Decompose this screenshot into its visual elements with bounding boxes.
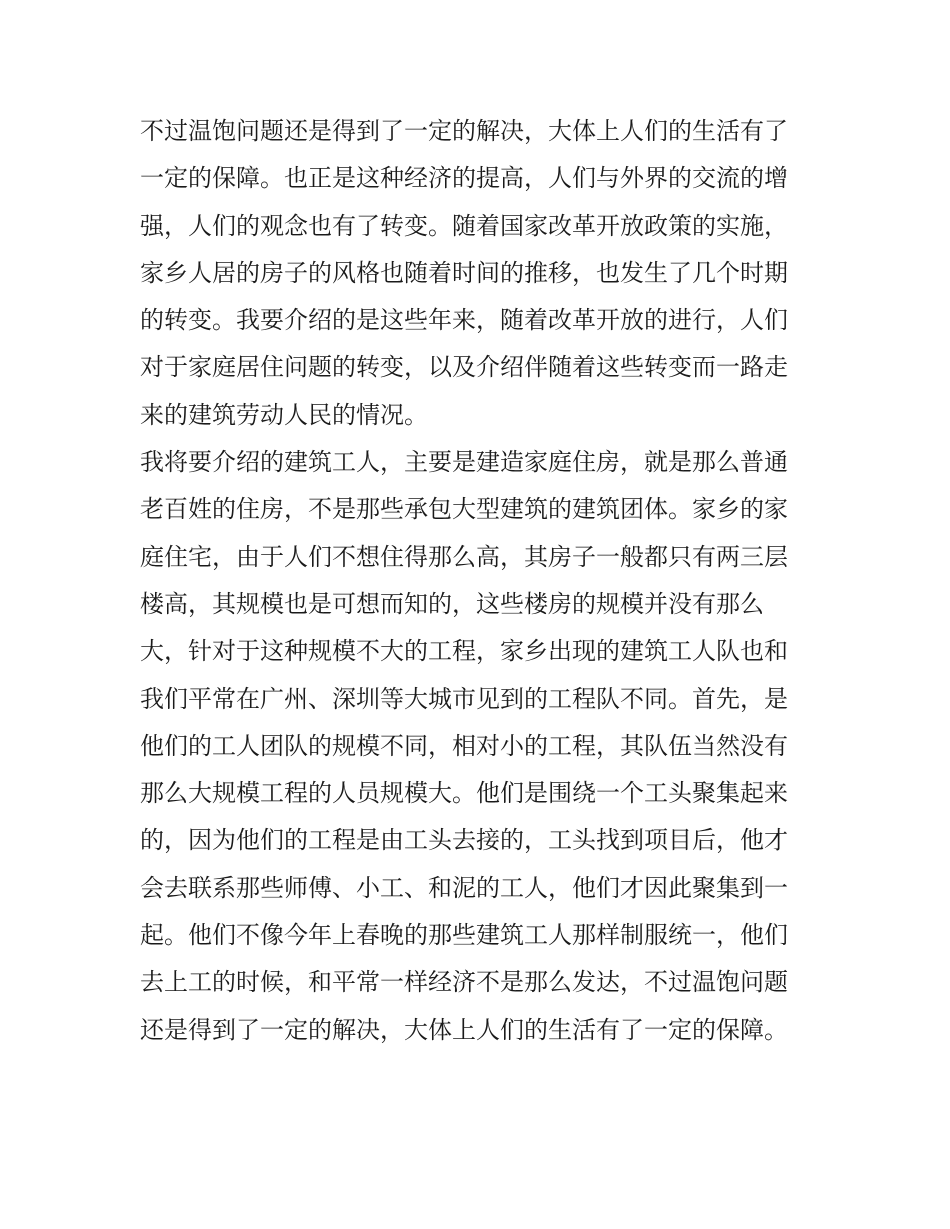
text-line: 强，人们的观念也有了转变。随着国家改革开放政策的实施， bbox=[140, 211, 788, 240]
text-line: 我将要介绍的建筑工人，主要是建造家庭住房，就是那么普通 bbox=[140, 448, 788, 477]
text-line: 来的建筑劳动人民的情况。 bbox=[140, 400, 428, 429]
text-line: 大，针对于这种规模不大的工程，家乡出现的建筑工人队也和 bbox=[140, 637, 788, 666]
text-line: 一定的保障。也正是这种经济的提高，人们与外界的交流的增 bbox=[140, 164, 788, 193]
text-line: 会去联系那些师傅、小工、和泥的工人，他们才因此聚集到一 bbox=[140, 873, 788, 902]
text-line: 起。他们不像今年上春晚的那些建筑工人那样制服统一，他们 bbox=[140, 921, 788, 950]
text-line: 我们平常在广州、深圳等大城市见到的工程队不同。首先，是 bbox=[140, 684, 788, 713]
text-line: 老百姓的住房，不是那些承包大型建筑的建筑团体。家乡的家 bbox=[140, 495, 788, 524]
text-line: 家乡人居的房子的风格也随着时间的推移，也发生了几个时期 bbox=[140, 258, 788, 287]
text-line: 还是得到了一定的解决，大体上人们的生活有了一定的保障。 bbox=[140, 1015, 788, 1044]
text-line: 他们的工人团队的规模不同，相对小的工程，其队伍当然没有 bbox=[140, 731, 788, 760]
text-line: 庭住宅，由于人们不想住得那么高，其房子一般都只有两三层 bbox=[140, 542, 788, 571]
text-line: 对于家庭居住问题的转变，以及介绍伴随着这些转变而一路走 bbox=[140, 353, 788, 382]
text-line: 楼高，其规模也是可想而知的，这些楼房的规模并没有那么 bbox=[140, 589, 764, 618]
body-text bbox=[140, 108, 820, 1054]
text-line: 的转变。我要介绍的是这些年来，随着改革开放的进行，人们 bbox=[140, 306, 788, 335]
text-line: 的，因为他们的工程是由工头去接的，工头找到项目后，他才 bbox=[140, 826, 788, 855]
text-line: 那么大规模工程的人员规模大。他们是围绕一个工头聚集起来 bbox=[140, 779, 788, 808]
text-line: 去上工的时候，和平常一样经济不是那么发达，不过温饱问题 bbox=[140, 968, 788, 997]
text-line: 不过温饱问题还是得到了一定的解决，大体上人们的生活有了 bbox=[140, 117, 788, 145]
